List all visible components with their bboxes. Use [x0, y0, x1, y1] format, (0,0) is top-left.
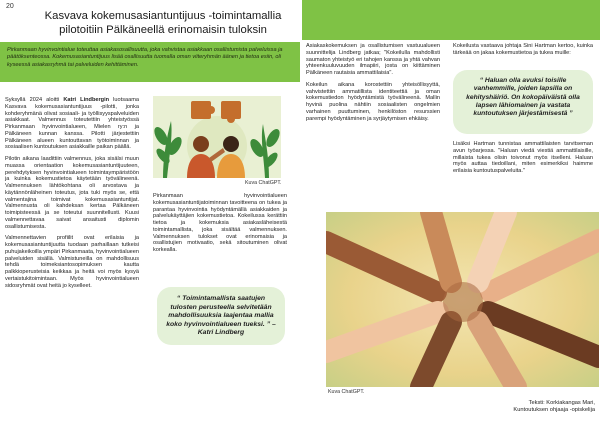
credit-line-1: Teksti: Korkiakangas Mari,: [528, 400, 595, 406]
top-accent-bar: [302, 0, 600, 40]
paragraph-2: Pilotin aikana laadittiin valmennus, joka sisälsi muun muassa orientaation kokemusasiantuntijuuteen, perehdytyksen hyvinvointialueen toimintaympäristöön ja kuinka kokemustietoa käytetään työvälineenä. Valmennuksen lähtökohtana oli arvostava ja käytännönläheinen toteutus, jota tuki myös se, että valmentajina toimivat kokemusasiantuntijat. Valmennusta oli kahdeksan kertaa Pälkäneen toimipisteessä ja se toteutui suunnitellusti. Kuusi valmennettavaa saivat ansaitusti diplomin osallistumisesta.: [5, 156, 139, 230]
paragraph-col3-1: Asiakaskokemuksen ja osallistumisen vastuualueen suunnittelija Lindberg jatkaa; "Kokeilulla mahdollisti saumaton yhteistyö eri tahojen kanssa ja yhtä vahvan yhteenkuuluvuuden ilmapiiri, josta on kiittäminen Pälkäneen rautaisia ammattilaisia".: [306, 43, 440, 76]
illustration-joined-hands: [326, 212, 599, 387]
paragraph-3: Valmennettavien profiilit ovat erilaisia ja kokemusasiantuntijuutta tuodaan parhaillaan tutkeisi puhujakeikoilla ympäri Pirkanmaata, hyvinvointialueen palveluiden sisällä. Valmistuneilla on mahdollisuus tehdä toimeksiantosopimuksen kautta palkkioperusteisia keikkaa ja heitä voi myös kysyä vertaistukitoimintaan. Myös hyvinvointialueen sidosryhmät ovat heitä jo kyselleet.: [5, 235, 140, 289]
credit-line-2: Kuntoutuksen ohjaaja -opiskelija: [513, 407, 595, 414]
title-line-1: Kasvava kokemusasiantuntijuus -toimintamallia: [44, 10, 282, 22]
text-span: Syksyllä 2024 aloitti: [5, 97, 64, 103]
body-column-3: [306, 43, 440, 127]
title-line-2: pilotoitiin Pälkäneellä erinomaisin tuloksin: [59, 24, 267, 36]
paragraph-1: [5, 97, 139, 151]
image-caption-top: Kuva ChatGPT.: [245, 180, 282, 186]
paragraph-col3-2: Kokeilun aikana korostettiin yhteisöllisyyttä, vahvistettiin ammatillista identiteettiä ja oman kokemustiedon hyödyntämistä työvälineenä. Mallin hyvinä puolina nähtiin sosiaalisten ongelmien varhainen puuttuminen, henkilöston resurssien parempi hyödyntäminen ja syrjäytymisen ehkäisy.: [306, 81, 440, 122]
body-column-4-continued: Lisäksi Hartman tunnistaa ammattilaisten tarvitseman avun työarjessa. "Haluan viedä viestiä ammattilaisille, millaista tukea olisin toivonut myös itselleni. Haluan myös auttaa tiedoillani, miten esimerkiksi haimme erilaisia kuntoutuspalveluita.": [453, 141, 593, 174]
author-name: Katri Lindbergin: [63, 97, 110, 103]
illustration-puzzle-people: [153, 96, 281, 178]
image-caption-bottom: Kuva ChatGPT.: [328, 389, 365, 395]
pull-quote-left: “ Toimintamallista saatujen tulosten perusteella selvitetään mahdollisuuksia laajentaa mallia koko hyvinvointialueen tueksi. ” – Katri Lindberg: [157, 287, 285, 345]
intro-box: Pirkanmaan hyvinvointialue toteuttaa asiakasosallisuutta, joka vahvistaa asiakkaan osallistumista palveluissa ja päätöksenteossa. Kokemusasiantuntijuus lisää osallisuutta tuomalla oman viiteryhmän äänen ja tietoa esiin, oli kyseessä asiakasryhmä tai palveluiden kehittäminen.: [0, 42, 300, 82]
text-span: luotsaama Kasvava kokemusasiantuntijuus -pilotti, jonka kohderyhmänä olivat sosiaali- ja työllisyyspalveluiden asiakkaat. Valmennus toteutettiin yhteistyössä Pirkanmaan hyvinvointialueen, Mielen ry:n ja Pälkäneen kunnan kanssa. Pilotti järjestettiin Pälkäneen alueen kuntouttavan työtoiminnan ja sosiaalisen kuntoutuksen asiakkaille paikan päällä.: [5, 97, 139, 151]
page-number-left: 20: [6, 3, 14, 10]
article-credit: [440, 400, 595, 414]
body-column-4: Kokeilusta vastaava johtaja Sini Hartman kertoo, kuinka tärkeää on jakaa kokemustietoa ja tukea muille:: [453, 43, 593, 56]
body-column-2: Pirkanmaan hyvinvointialueen kokemusasiantuntijatoiminnan tavoitteena on tukea ja parantaa hyvinvointia hyödyntämällä asiakkaiden ja palvelukäyttäjien kokemustietoa. Kokeilussa kerättiin tietoa ja kokemuksia asiakasläheisestä toimintamallista, joka sisältää valmennuksen. Valmennuksen tulokset ovat erinomaisia ja osallistujien motivaatio, sekä sitoutuminen olivat korkealla.: [153, 193, 287, 253]
pull-quote-right: “ Haluan olla avuksi toisille vanhemmille, joiden lapsilla on kehityshäiriö. On kokopäiväistä olla lapsen lähiomainen ja vastata kuntoutuksen järjestämisestä ”: [453, 70, 593, 134]
article-title: [30, 9, 296, 37]
body-column-1: [5, 97, 139, 294]
